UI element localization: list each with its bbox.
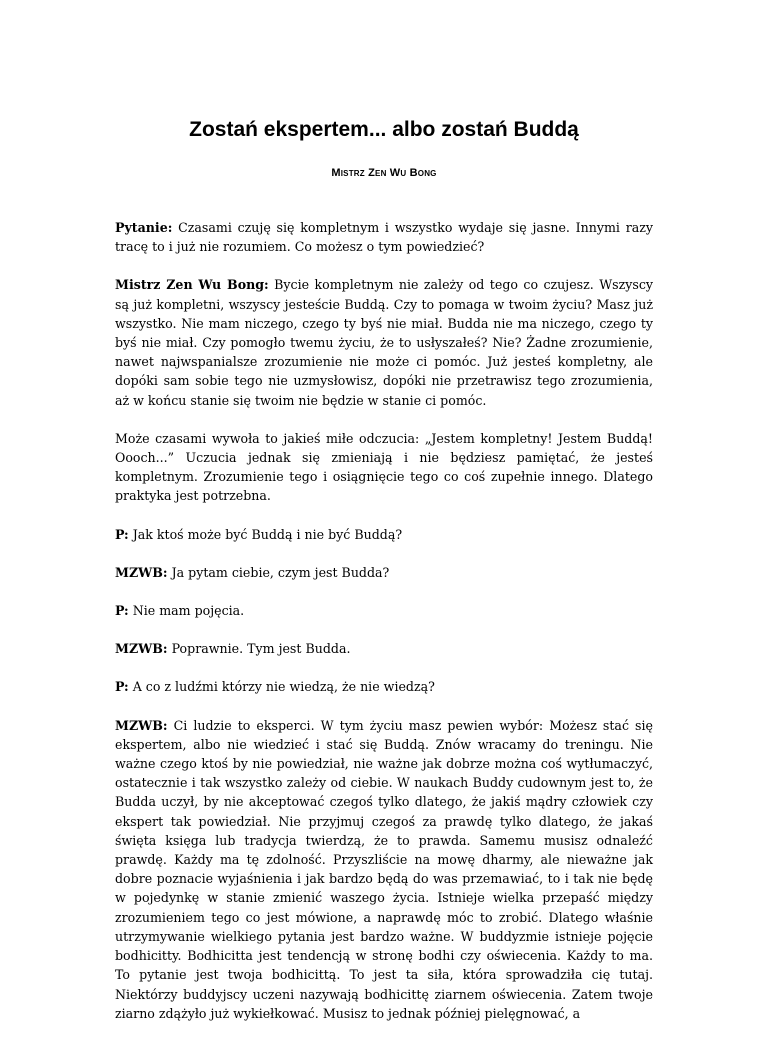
paragraph-text: Poprawnie. Tym jest Budda. [171,641,351,657]
paragraph [115,677,653,696]
speaker-label: Pytanie: [115,220,173,235]
speaker-label: Mistrz Zen Wu Bong: [115,277,269,293]
paragraph-text: Czasami czuję się kompletnym i wszystko wydaje się jasne. Innymi razy tracę to i już nie rozumiem. Co możesz o tym powiedzieć? [115,220,653,255]
speaker-label: P: [115,526,129,542]
paragraph [115,525,653,544]
paragraph [115,218,653,256]
paragraph-text: Bycie kompletnym nie zależy od tego co czujesz. Wszyscy są już kompletni, wszyscy jesteście Buddą. Czy to pomaga w twoim życiu? Masz już wszystko. Nie mam niczego, czego ty byś nie miał. Budda nie ma niczego, czego ty byś nie miał. Czy pomogło twemu życiu, że to usłyszałeś? Nie? Żadne zrozumienie, nawet najwspanialsze zrozumienie nie może ci pomóc. Już jesteś kompletny, ale dopóki sam sobie tego nie uzmysłowisz, dopóki nie przetrawisz tego zrozumienia, aż w końcu stanie się twoim nie będzie w stanie ci pomóc. [115,277,653,408]
paragraph [115,716,653,1023]
paragraph [115,639,653,658]
paragraph-text: Ci ludzie to eksperci. W tym życiu masz pewien wybór: Możesz stać się ekspertem, albo nie wiedzieć i stać się Buddą. Znów wracamy do treningu. Nie ważne czego ktoś by nie powiedział, nie ważne jak dobrze można coś wytłumaczyć, ostatecznie i tak wszystko zależy od ciebie. W naukach Buddy cudownym jest to, że Budda uczył, by nie akceptować czegoś tylko dlatego, że jakiś mądry człowiek czy ekspert tak powiedział. Nie przyjmuj czegoś za prawdę tylko dlatego, że jakaś święta księga lub tradycja twierdzą, że to prawda. Samemu musisz odnaleźć prawdę. Każdy ma tę zdolność. Przyszliście na mowę dharmy, ale nieważne jak dobre poznacie wyjaśnienia i jak bardzo będą do was przemawiać, to i tak nie będę w pojedynkę w stanie zmienić waszego życia. Istnieje wielka przepaść między zrozumieniem tego co jest mówione, a naprawdę móc to zrobić. Dlatego właśnie utrzymywanie wielkiego pytania jest bardzo ważne. W buddyzmie istnieje pojęcie bodhicitty. Bodhicitta jest tendencją w stronę bodhi czy oświecenia. Każdy to ma. To pytanie jest twoja bodhicittą. To jest ta siła, która sprowadziła cię tutaj. Niektórzy buddyjscy uczeni nazywają bodhicittę ziarnem oświecenia. Zatem twoje ziarno zdążyło już wykiełkować. Musisz to jednak później pielęgnować, a [115,717,653,1021]
paragraph [115,563,653,582]
speaker-label: P: [115,603,129,619]
speaker-label: MZWB: [115,641,168,657]
speaker-label: P: [115,679,129,695]
paragraph [115,429,653,506]
paragraph-text: Nie mam pojęcia. [132,603,245,619]
paragraph-text: A co z ludźmi którzy nie wiedzą, że nie wiedzą? [132,679,435,695]
document-title: Zostań ekspertem... albo zostań Buddą [189,118,579,141]
paragraph-text: Jak ktoś może być Buddą i nie być Buddą? [132,526,403,542]
document-body [115,218,653,1042]
paragraph-text: Ja pytam ciebie, czym jest Budda? [171,564,390,580]
paragraph [115,601,653,620]
paragraph-text: Może czasami wywoła to jakieś miłe odczucia: „Jestem kompletny! Jestem Buddą! Oooch...” Uczucia jednak się zmieniają i nie będziesz pamiętać, że jesteś kompletnym. Zrozumienie tego i osiągnięcie tego co coś zupełnie innego. Dlatego praktyka jest potrzebna. [115,430,653,504]
speaker-label: MZWB: [115,564,168,580]
author-line: Mistrz Zen Wu Bong [331,167,437,179]
paragraph [115,275,653,409]
speaker-label: MZWB: [115,717,168,733]
